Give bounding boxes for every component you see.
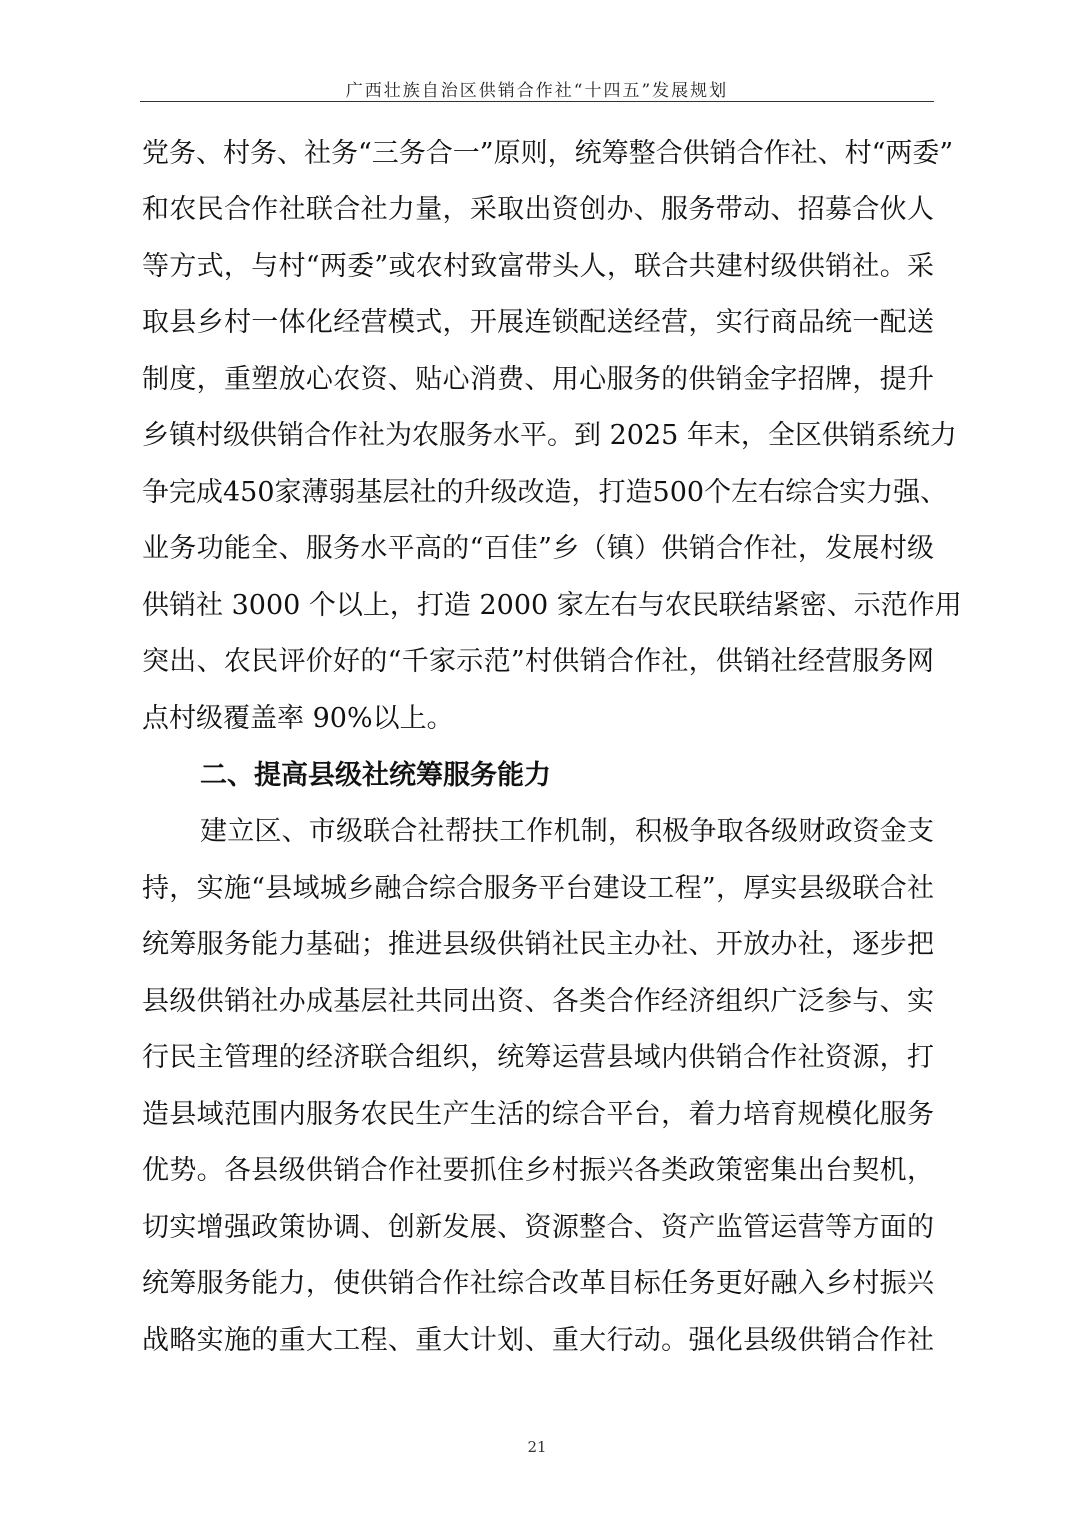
paragraph1-line-4: 取县乡村一体化经营模式，开展连锁配送经营，实行商品统一配送 bbox=[142, 307, 934, 338]
paragraph1-line-8: 业务功能全、服务水平高的“百佳”乡（镇）供销合作社，发展村级 bbox=[142, 533, 934, 564]
paragraph1-line-10: 突出、农民评价好的“千家示范”村供销合作社，供销社经营服务网 bbox=[142, 646, 934, 677]
paragraph1-line-1: 党务、村务、社务“三务合一”原则，统筹整合供销合作社、村“两委” bbox=[142, 138, 954, 169]
section2-line-7: 优势。各县级供销合作社要抓住乡村振兴各类政策密集出台契机， bbox=[142, 1155, 934, 1186]
header-rule bbox=[140, 101, 934, 102]
section-heading: 二、提高县级社统筹服务能力 bbox=[200, 760, 551, 791]
section2-line-6: 造县域范围内服务农民生产生活的综合平台，着力培育规模化服务 bbox=[142, 1099, 934, 1130]
running-header: 广西壮族自治区供销合作社“十四五”发展规划 bbox=[345, 81, 729, 101]
section2-line-10: 战略实施的重大工程、重大计划、重大行动。强化县级供销合作社 bbox=[142, 1325, 934, 1356]
section2-line-9: 统筹服务能力，使供销合作社综合改革目标任务更好融入乡村振兴 bbox=[142, 1268, 934, 1299]
page-number: 21 bbox=[527, 1438, 547, 1456]
section2-line-2: 持，实施“县域城乡融合综合服务平台建设工程”，厚实县级联合社 bbox=[142, 873, 934, 904]
section2-line-8: 切实增强政策协调、创新发展、资源整合、资产监管运营等方面的 bbox=[142, 1212, 934, 1243]
section2-line-5: 行民主管理的经济联合组织，统筹运营县域内供销合作社资源，打 bbox=[142, 1042, 934, 1073]
paragraph1-line-11: 点村级覆盖率 90%以上。 bbox=[142, 703, 454, 734]
paragraph1-line-5: 制度，重塑放心农资、贴心消费、用心服务的供销金字招牌，提升 bbox=[142, 364, 934, 395]
paragraph1-line-2: 和农民合作社联合社力量，采取出资创办、服务带动、招募合伙人 bbox=[142, 194, 934, 225]
section2-line-4: 县级供销社办成基层社共同出资、各类合作经济组织广泛参与、实 bbox=[142, 986, 934, 1017]
paragraph1-line-9: 供销社 3000 个以上，打造 2000 家左右与农民联结紧密、示范作用 bbox=[142, 590, 962, 621]
paragraph1-line-3: 等方式，与村“两委”或农村致富带头人，联合共建村级供销社。采 bbox=[142, 251, 934, 282]
paragraph1-line-7: 争完成450家薄弱基层社的升级改造，打造500个左右综合实力强、 bbox=[142, 477, 948, 508]
section2-line-1: 建立区、市级联合社帮扶工作机制，积极争取各级财政资金支 bbox=[200, 816, 934, 847]
section2-line-3: 统筹服务能力基础；推进县级供销社民主办社、开放办社，逐步把 bbox=[142, 929, 934, 960]
paragraph1-line-6: 乡镇村级供销合作社为农服务水平。到 2025 年末，全区供销系统力 bbox=[142, 420, 957, 451]
